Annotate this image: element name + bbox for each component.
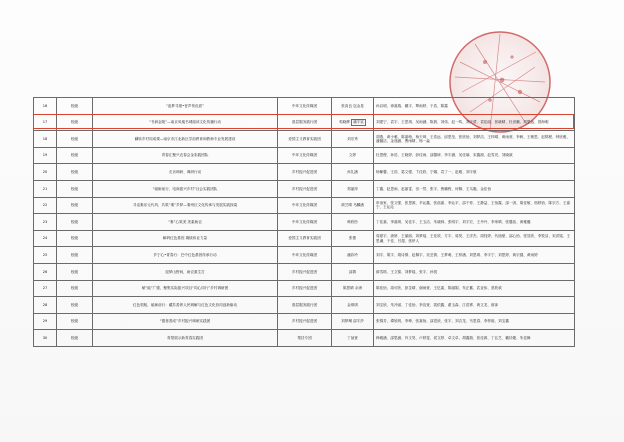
row-project-title-text: 走访调研、调研行动 <box>168 169 202 174</box>
row-leader-text: 丁祯萱 <box>347 335 358 340</box>
row-number <box>34 313 57 330</box>
row-number-text: 27 <box>42 286 48 291</box>
row-category-text: 校级 <box>70 169 79 174</box>
row-number-text: 17 <box>42 120 48 125</box>
row-team-type <box>278 214 332 231</box>
row-project-title-text: 翻转乡村同成课—南京市江北新区学前教育和教师专业发展建设 <box>134 136 236 141</box>
table-row <box>34 230 575 247</box>
row-team-type <box>278 247 332 264</box>
row-category-text: 校级 <box>70 286 79 291</box>
row-category-text: 校级 <box>70 269 79 274</box>
row-team-type-text: 乡村振兴促进团 <box>291 319 318 324</box>
table-row <box>34 297 575 314</box>
row-category <box>57 230 93 247</box>
row-leader-text: 刘梦琳 邵宇莎 <box>341 319 364 324</box>
row-number <box>34 180 57 197</box>
row-leader <box>332 164 374 181</box>
table-row <box>34 98 575 115</box>
row-project-title <box>93 164 278 181</box>
row-members-text: 张锦芳、谭欣玥、李坤、张嘉怡、邵语欣、张宇、刘吉龙、马思春、李梓晗、刘宝鑫 <box>376 319 509 324</box>
row-members <box>374 98 575 115</box>
row-team-type-text: 基层服务践行团 <box>291 302 318 307</box>
row-project-title-text: 赋“能”广德，聚集实际振兴项目“同心同行”乡村调研团 <box>141 286 229 291</box>
row-number-text: 25 <box>42 252 48 257</box>
row-leader <box>332 297 374 314</box>
row-leader <box>332 263 374 280</box>
row-members-text: 刘宇、胡宇、胡诗倩、赵佩宇、吴芸倩、王梦萌、王梓涵、刘思琪、李宇宁、刘思婷、黄宗健、黄雨婷 <box>376 252 538 257</box>
row-leader <box>332 247 374 264</box>
row-team-type <box>278 330 332 347</box>
row-project-title <box>93 114 278 131</box>
row-project-title-text: “追梦寻援•晋声传优质” <box>165 103 205 108</box>
row-team-type <box>278 180 332 197</box>
row-number <box>34 197 57 214</box>
row-leader <box>332 214 374 231</box>
row-category-text: 校级 <box>70 103 79 108</box>
row-team-type <box>278 164 332 181</box>
row-team-type <box>278 297 332 314</box>
row-members <box>374 214 575 231</box>
row-leader <box>332 131 374 148</box>
row-members-text: 丁鑫、赵思雨、赵丽雯、田一然、张宇、鲁鹏程、何佩、王乌脆、金佳怡 <box>376 186 491 191</box>
row-leader-text: 韩欣彤 <box>347 219 358 224</box>
row-number-text: 28 <box>42 302 48 307</box>
row-leader <box>332 197 374 214</box>
row-category-text: 校级 <box>70 153 79 158</box>
row-team-type-text: 乡村振兴促进团 <box>291 169 318 174</box>
row-category-text: 校级 <box>70 319 79 324</box>
row-project-title <box>93 147 278 164</box>
row-project-title-text: 乡宁心•青春行：巴中红色基因传承行动 <box>153 252 217 257</box>
row-team-type <box>278 131 332 148</box>
row-members <box>374 313 575 330</box>
row-members <box>374 230 575 247</box>
row-category <box>57 131 93 148</box>
row-members-text: 薛雪琪、王文锦、刘梦瑶、张宇、孙悦 <box>376 269 438 274</box>
row-members <box>374 147 575 164</box>
row-project-title <box>93 214 278 231</box>
table-row <box>34 330 575 347</box>
row-category-text: 校级 <box>70 252 79 257</box>
row-number <box>34 214 57 231</box>
row-category-text: 校级 <box>70 302 79 307</box>
row-number <box>34 297 57 314</box>
row-project-title <box>93 263 278 280</box>
row-leader <box>332 313 374 330</box>
row-category <box>57 147 93 164</box>
row-number-text: 21 <box>42 186 48 191</box>
row-project-title <box>93 330 278 347</box>
table-row <box>34 247 575 264</box>
row-project-title <box>93 297 278 314</box>
row-leader <box>332 147 374 164</box>
row-members-text: 杜思俊、孙语、王晓婷、彭佳雨、邵馨研、李宇涵、吴佳瑜、宋鑫源、赵雪亮、刘晓斌 <box>376 153 513 158</box>
row-number-text: 23 <box>42 219 48 224</box>
row-number <box>34 147 57 164</box>
row-members <box>374 114 575 131</box>
row-number <box>34 263 57 280</box>
row-team-type-text: 中环文化传媒团 <box>291 252 318 257</box>
row-category-text: 校级 <box>70 335 79 340</box>
row-number-text: 22 <box>42 203 48 208</box>
row-members <box>374 330 575 347</box>
row-category <box>57 214 93 231</box>
row-category-text: 校级 <box>70 120 79 125</box>
row-number-text: 20 <box>42 169 48 174</box>
row-category <box>57 280 93 297</box>
row-number <box>34 164 57 181</box>
row-number-text: 24 <box>42 236 48 241</box>
row-category-text: 校级 <box>70 236 79 241</box>
row-team-type <box>278 280 332 297</box>
row-team-type-text: 中环文化传媒团 <box>291 153 318 158</box>
row-project-title-text: 迎梦山野间，助农重生打 <box>165 269 205 274</box>
row-members <box>374 197 575 214</box>
row-project-title-text: “秦”心筑美 美素助农 <box>168 219 202 224</box>
row-team-type <box>278 230 332 247</box>
row-category-text: 校级 <box>70 136 79 141</box>
row-number-text: 30 <box>42 335 48 340</box>
row-project-title-text: 解码红色基因 赓续伟业力量 <box>162 236 208 241</box>
row-members-text: 周夏宇、唐妍、王丽丽、刘梦瑶、王佳欣、方宇、周昊、王洋杰、周钰婷、代迪豪、邵心怡、张昱欣、李牧洁、宋洪铭、王思谦、于佳、吕超、张伊人 <box>376 234 571 243</box>
row-number <box>34 330 57 347</box>
row-leader <box>332 230 374 247</box>
row-members-text: 孙启明、徐嘉瑞、戴宇、覃雨婷、于浩、陈露 <box>376 103 448 108</box>
row-members-text: 刘宝欣、朱冷丽、丁佳怡、李宣萱、裴依鑫、翟玉森、江语霏、黄文龙、薛沫 <box>376 302 499 307</box>
row-category <box>57 164 93 181</box>
row-members-text: 刘建宁、袁宇、王思琪、吴雨涵、陈晨、刘伟、赵一鸣、刘天骄、袁佳丽、张晓晴、杜世鹏、周思远、曾海明 <box>376 120 549 125</box>
row-leader-text: 邵倩 <box>348 269 357 274</box>
row-team-type <box>278 263 332 280</box>
row-category <box>57 263 93 280</box>
row-leader-text: 张高良 包金星 <box>341 103 364 108</box>
row-project-title-text: “书润金陵”—南京凤凰书城阅读文化传播行动 <box>148 120 221 125</box>
row-category <box>57 98 93 115</box>
row-category <box>57 114 93 131</box>
row-leader-text: 孙礼涵 <box>347 169 358 174</box>
row-members-text: 丁佳嘉、李嘉琪、吴佳宇、王玉洁、朱晓林、张明宇、刘宇宏、王丹丹、李家晴、张馨蕊、黄雅璐 <box>376 219 531 224</box>
row-number-text: 19 <box>42 153 48 158</box>
row-members-text: 申治家、张文强、张思源、辛沁鑫、张蓓嘉、李沁平、邵于菲、王静益、王怡露、邵一淇、胡佳敏、邢婷怡、陈宗方、王嘉宁、王沁沁 <box>376 200 571 210</box>
row-project-title-text: 寻觅秦乐元代风、共筑“秦”乡梦—秦州区文化传承与发展实践探索 <box>132 203 238 208</box>
row-leader-text: 陈思晴 余涛 <box>342 286 363 291</box>
row-leader-text: 刘宗秀 <box>347 136 358 141</box>
row-team-type <box>278 197 332 214</box>
row-category <box>57 247 93 264</box>
row-members-text: 韩雅涵、邵思涵、肖文昊、卢婷雯、侯文婷、卓文卓、胡鑫瑞、张佳源、丁弘芝、戴钤婕、朱佳舞 <box>376 335 531 340</box>
row-team-type-text: 爱国主义教育实践团 <box>288 136 321 141</box>
row-members-text: 胡燕、黄小雅、陈嘉萌、杨天琦、王浩远、邱思莹、张欣怡、刘梦洁、王梓晴、黄雨萱、李帆、王敏思、赵锦程、钟欣雅、潘璐洁、金逸涵、曹雨晴、杨一淼 <box>376 134 571 143</box>
row-project-title <box>93 98 278 115</box>
row-leader-text: 颜芝晴 马麟涵 <box>341 203 364 208</box>
row-leader-text: 金琪琪 <box>347 302 358 307</box>
row-project-title <box>93 180 278 197</box>
row-members <box>374 180 575 197</box>
row-members <box>374 164 575 181</box>
row-category <box>57 180 93 197</box>
row-number <box>34 280 57 297</box>
row-category <box>57 197 93 214</box>
table-row <box>34 214 575 231</box>
row-category-text: 校级 <box>70 219 79 224</box>
row-team-type-text: 基层服务践行团 <box>291 120 318 125</box>
row-team-type <box>278 313 332 330</box>
row-leader <box>332 180 374 197</box>
row-team-type <box>278 147 332 164</box>
row-leader <box>332 114 374 131</box>
row-team-type-text: 爱国主义教育实践团 <box>288 236 321 241</box>
row-category-text: 校级 <box>70 203 79 208</box>
table-row <box>34 147 575 164</box>
row-leader-text: 文婷 <box>348 153 357 158</box>
row-team-type <box>278 98 332 115</box>
row-team-type <box>278 114 332 131</box>
row-team-type-text: 中环文化传媒团 <box>291 219 318 224</box>
row-number-text: 16 <box>42 103 48 108</box>
row-project-title-text: “砥砺前行，电商振兴乡村”社会实践团队 <box>152 186 218 191</box>
row-number <box>34 247 57 264</box>
row-number-text: 26 <box>42 269 48 274</box>
row-project-title-text: “德者善成”乡村振兴调研实践团 <box>159 319 211 324</box>
row-number-text: 29 <box>42 319 48 324</box>
row-leader <box>332 98 374 115</box>
table-row <box>34 313 575 330</box>
row-team-type-text: 乡村振兴促进团 <box>291 286 318 291</box>
row-team-type-text: 帮扶专团 <box>297 335 312 340</box>
row-members <box>374 247 575 264</box>
table-row <box>34 114 575 131</box>
project-roster-table <box>33 97 575 347</box>
row-number-text: 18 <box>42 136 48 141</box>
row-team-type-text: 乡村振兴促进团 <box>291 186 318 191</box>
row-project-title-text: 青春汇聚兴农春会金彩践团队 <box>161 153 209 158</box>
table-row <box>34 131 575 148</box>
row-project-title-text: 青蒙展示新青春实践团 <box>167 335 203 340</box>
row-number <box>34 131 57 148</box>
table-row <box>34 280 575 297</box>
row-project-title <box>93 247 278 264</box>
row-team-type-text: 中环文化传媒团 <box>291 203 318 208</box>
row-members <box>374 280 575 297</box>
row-members <box>374 131 575 148</box>
row-leader-text: 张蕾 <box>348 236 357 241</box>
table-row <box>34 180 575 197</box>
row-project-title <box>93 197 278 214</box>
row-members-text: 陈佳怡、周可欣、彭芷晴、谢雨萱、王忆素、陈丽娟、朱正蓄、武亚伟、蔡欣欢 <box>376 286 502 291</box>
row-leader-text: 郭晓辉 <box>339 120 350 125</box>
row-leader-text: 潘彩玲 <box>347 252 358 257</box>
row-number <box>34 98 57 115</box>
table-row <box>34 263 575 280</box>
row-leader-text: 郑丽萍 <box>347 186 358 191</box>
highlighted-name: 潘宇宸 <box>353 120 364 125</box>
table-row <box>34 197 575 214</box>
row-members <box>374 263 575 280</box>
row-leader <box>332 330 374 347</box>
row-leader <box>332 280 374 297</box>
row-project-title <box>93 230 278 247</box>
row-team-type-text: 中环文化传媒团 <box>291 103 318 108</box>
row-project-title-text: 红色领航，砥砺前行：藏苏善养人民调解与红色文化协同创新驱动 <box>132 302 238 307</box>
row-members-text: 杨紫馨、王浩、葛文强、卞佳欣、宁娜、袁丁一、赵雅、刘宇航 <box>376 169 477 174</box>
row-number <box>34 114 57 131</box>
row-project-title <box>93 313 278 330</box>
row-project-title <box>93 131 278 148</box>
row-project-title <box>93 280 278 297</box>
row-members <box>374 297 575 314</box>
row-category <box>57 297 93 314</box>
row-category <box>57 313 93 330</box>
row-number <box>34 230 57 247</box>
row-category <box>57 330 93 347</box>
row-team-type-text: 乡村振兴促进团 <box>291 269 318 274</box>
row-category-text: 校级 <box>70 186 79 191</box>
table-row <box>34 164 575 181</box>
